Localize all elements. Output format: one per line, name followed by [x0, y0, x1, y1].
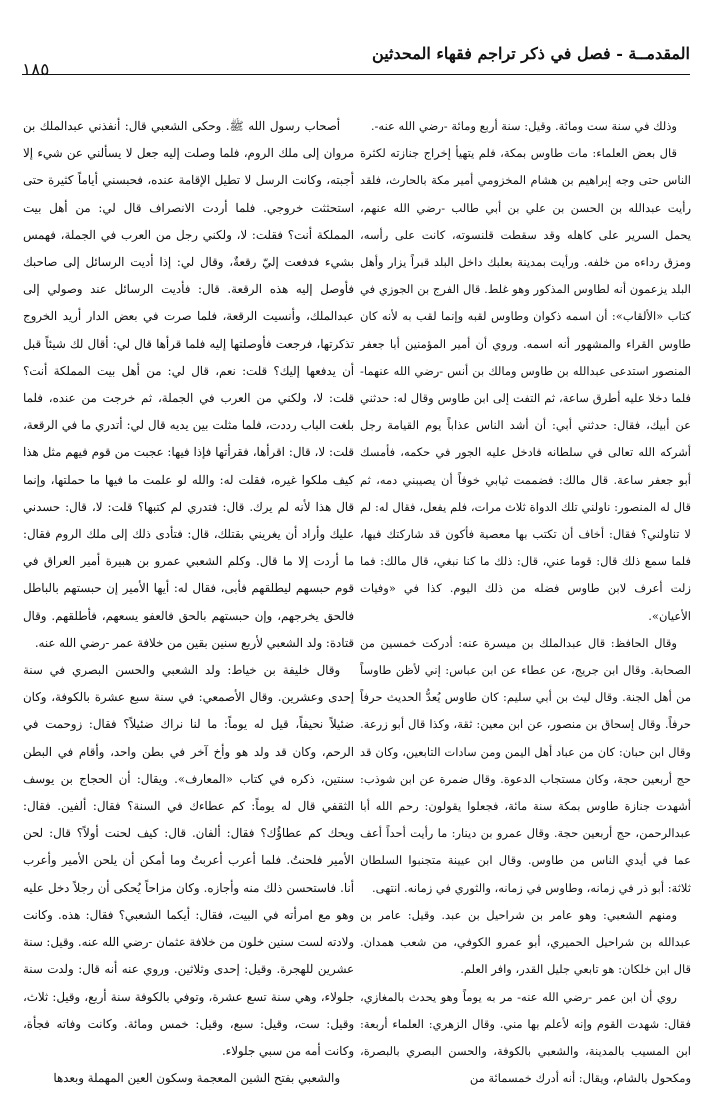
- paragraph: أصحاب رسول الله ﷺ. وحكى الشعبي قال: أنفذني عبدالملك بن مروان إلى ملك الروم، فلما وصلت إليه جعل لا يسألني عن شيء إلا أجبته، وكانت الرسل لا تطيل الإقامة عنده، فحبسني أياماً كثيرة حتى استحثثت خروجي. فلما أردت الانصراف قال لي: من أهل بيت المملكة أنت؟ فقلت: لا، ولكني رجل من العرب في الجملة، فهمس بشيء فدفعت إليّ رقعةٌ، وقال لي: إذا أديت الرسائل إلى صاحبك فأوصل إليه هذه الرقعة. قال: فأديت الرسائل عند وصولي إلى عبدالملك، وأنسيت الرقعة، فلما صرت في بعض الدار أريد الخروج تذكرتها، فرجعت فأوصلتها إليه فلما قرأها قال لي: أقال لك شيئاً قبل أن يدفعها إليك؟ قلت: نعم، قال لي: من أهل بيت المملكة أنت؟ قلت: لا، ولكني من العرب في الجملة، ثم خرجت من عنده، فلما بلغت الباب رددت، فلما مثلت بين يديه قال لي: أتدري ما في الرقعة، قلت: لا، قال: اقرأها، فقرأتها فإذا فيها: عجبت من قوم فيهم مثل هذا كيف ملكوا غيره، فقلت له: والله لو علمت ما فيها ما حملتها، وإنما قال هذا لأنه لم يرك. قال: فتدري لم كتبها؟ قلت: لا، قال: حسدني عليك وأراد أن يغريني بقتلك، قال: فتأدى ذلك إلى ملك الروم فقال: ما أردت إلا ما قال. وكلم الشعبي عمرو بن هبيرة أمير العراق في قوم حبسهم ليطلقهم فأبى، فقال له: أيها الأمير إن حبستهم بالباطل فالحق يخرجهم، وإن حبستهم بالحق فالعفو يسعهم، فأطلقهم. وقال قتادة: ولد الشعبي لأربع سنين بقين من خلافة عمر -رضي الله عنه.: [23, 119, 354, 650]
- left-column: [23, 113, 354, 1092]
- paragraph: روي أن ابن عمر -رضي الله عنه- مر به يوماً وهو يحدث بالمغازي، فقال: شهدت القوم وإنه لأعلم بها مني. وقال الزهري: العلماء أربعة: ابن المسيب بالمدينة، والشعبي بالكوفة، والحسن البصري بالبصرة، ومكحول بالشام، ويقال: أنه أدرك خمسمائة من: [360, 989, 691, 1086]
- paragraph: ومنهم الشعبي: وهو عامر بن شراحيل بن عبد. وقيل: عامر بن عبدالله بن شراحيل الحميري، أبو عمرو الكوفي، من شعب همدان. قال ابن خلكان: هو تابعي جليل القدر، وافر العلم.: [360, 907, 691, 977]
- paragraph: قال بعض العلماء: مات طاوس بمكة، فلم يتهيأ إخراج جنازته لكثرة الناس حتى وجه إبراهيم بن هشام المخزومي أمير مكة بالحارث، فلقد رأيت عبدالله بن الحسن بن علي بن أبي طالب -رضي الله عنهم، يحمل السرير على كاهله وقد سقطت قلنسوته، كانت على رأسه، ومزق رداءه من خلفه. ورأيت بمدينة بعلبك داخل البلد قبراً يزار وأهل البلد يزعمون أنه لطاوس المذكور وهو غلط. قال الفرج بن الجوزي في كتاب «الألقاب»: أن اسمه ذكوان وطاوس لقبه وإنما لقب به لأنه كان طاوس القراء والمشهور أنه اسمه. وروي أن أمير المؤمنين أبا جعفر المنصور استدعى عبدالله بن طاوس ومالك بن أنس -رضي الله عنهما- فلما دخلا عليه أطرق ساعة، ثم التفت إلى ابن طاوس وقال له: حدثني عن أبيك، فقال: حدثني أبي: أن أشد الناس عذاباً يوم القيامة رجل أشركه الله تعالى في سلطانه فادخل عليه الجور في حكمه، فأمسك أبو جعفر ساعة. قال مالك: فضممت ثيابي خوفاً أن يصيبني دمه، ثم قال له المنصور: ناولني تلك الدواة ثلاث مرات، فلم يفعل، فقال له: لم لا تناولني؟ فقال: أخاف أن تكتب بها معصية فأكون قد شاركتك فيها، فلما سمع ذلك قال: قوما عني، قال: ذلك ما كنا نبغي، قال مالك: فما زلت أعرف لابن طاوس فضله من ذلك اليوم. كذا في «وفيات الأعيان».: [360, 146, 691, 623]
- right-column: [360, 113, 691, 1092]
- page-number: ١٨٥: [22, 60, 50, 80]
- paragraph: وقال الحافظ: قال عبدالملك بن ميسرة عنه: أدركت خمسين من الصحابة. وقال ابن جريج، عن عطاء عن ابن عباس: إني لأظن طاوساً من أهل الجنة. وقال ليث بن أبي سليم: كان طاوس يُعدُّ الحديث حرفاً حرفاً. وقال إسحاق بن منصور، عن ابن معين: ثقة، وكذا قال أبو زرعة. وقال ابن حبان: كان من عباد أهل اليمن ومن سادات التابعين، وكان قد حج أربعين حجة، وكان مستجاب الدعوة. وقال ضمرة عن ابن شوذب: أشهدت جنازة طاوس بمكة سنة مائة، فجعلوا يقولون: رحم الله أبا عبدالرحمن، حج أربعين حجة. وقال عمرو بن دينار: ما رأيت أحداً أعف عما في أيدي الناس من طاوس. وقال ابن عيينة متجنبوا السلطان ثلاثة: أبو ذر في زمانه، وطاوس في زمانه، والثوري في زمانه. انتهى.: [360, 635, 691, 895]
- header-rule: [22, 74, 690, 75]
- running-title: المقدمــة - فصل في ذكر تراجم فقهاء المحدثين: [372, 44, 690, 63]
- paragraph: والشعبي بفتح الشين المعجمة وسكون العين المهملة وبعدها: [53, 1071, 340, 1086]
- paragraph: وذلك في سنة ست ومائة. وقيل: سنة أربع ومائة -رضي الله عنه-.: [370, 119, 677, 133]
- paragraph: وقال خليفة بن خياط: ولد الشعبي والحسن البصري في سنة إحدى وعشرين. وقال الأصمعي: في سنة سبع عشرة بالكوفة، وكان ضئيلاً نحيفاً، قيل له يوماً: ما لنا نراك ضئيلاً؟ فقال: زوحمت في الرحم، وكان قد ولد هو وأخ آخر في بطن واحد، وأقام في البطن سنتين، ذكره في كتاب «المعارف». ويقال: أن الحجاج بن يوسف الثقفي قال له يوماً: كم عطاءك في السنة؟ فقال: ألفين. فقال: ويحك كم عطاؤُك؟ فقال: ألفان. قال: كيف لحنت أولاً؟ قال: لحن الأمير فلحنتُ. فلما أعرب أعربتُ وما أمكن أن يلحن الأمير وأعرب أنا. فاستحسن ذلك منه وأجازه. وكان مزاحاً يُحكى أن رجلاً دخل عليه وهو مع امرأته في البيت، فقال: أيكما الشعبي؟ فقال: هذه. وكانت ولادته لست سنين خلون من خلافة عثمان -رضي الله عنه. وقيل: سنة عشرين للهجرة. وقيل: إحدى وثلاثين. وروي عنه أنه قال: ولدت سنة جلولاء، وهي سنة تسع عشرة، وتوفي بالكوفة سنة أربع، وقيل: ثلاث، وقيل: ست، وقيل: سبع، وقيل: خمس ومائة. وكانت وفاته فجأة، وكانت أمه من سبي جلولاء.: [22, 663, 354, 1058]
- running-header: [22, 40, 690, 80]
